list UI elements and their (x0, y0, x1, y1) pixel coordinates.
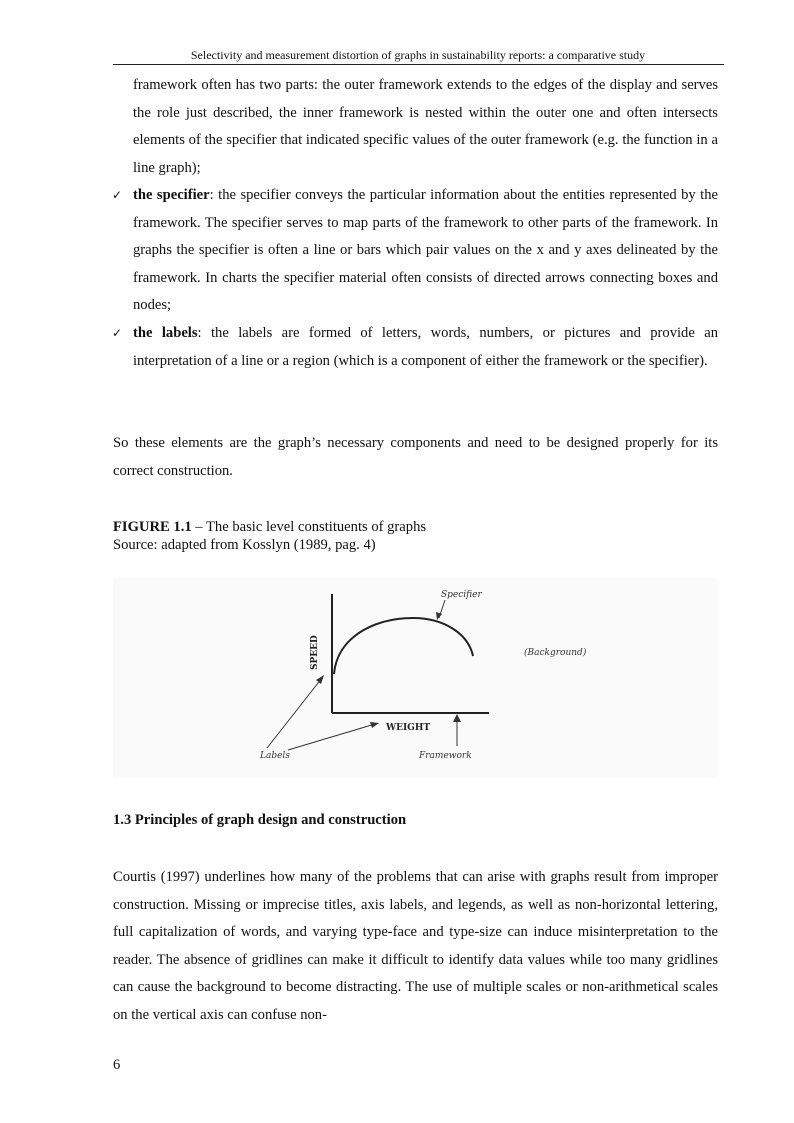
page-number: 6 (113, 1057, 121, 1073)
checkmark-icon: ✓ (112, 188, 123, 202)
figure-caption (113, 518, 426, 536)
labels-label: Labels (260, 751, 290, 761)
figure-illustration (113, 578, 718, 778)
figure-background (113, 578, 718, 778)
running-header: Selectivity and measurement distortion of graphs in sustainability reports: a comparative study (190, 48, 646, 62)
figure-graph-constituents (113, 578, 718, 778)
bullet-term: the labels (133, 325, 198, 341)
background-label: (Background) (524, 648, 587, 658)
x-axis-label: WEIGHT (386, 723, 431, 733)
section-heading: 1.3 Principles of graph design and construction (113, 812, 407, 828)
bullet-text: : the specifier conveys the particular information about the entities represented by the framework. The specifier serves to map parts of the framework to other parts of the framework. In graphs the specifier is often a line or bars which pair values on the x and y axes delineated by the framework. In charts the specifier material often consists of directed arrows connecting boxes and nodes; (133, 187, 718, 313)
bullet-text: : the labels are formed of letters, words, numbers, or pictures and provide an interpretation of a line or a region (which is a component of either the framework or the specifier). (133, 325, 719, 369)
figure-source: Source: adapted from Kosslyn (1989, pag. 4) (113, 537, 376, 553)
specifier-label: Specifier (441, 590, 482, 600)
bullet-labels (133, 320, 718, 375)
header-rule (113, 64, 724, 65)
bullet-term: the specifier (133, 187, 210, 203)
bullet-specifier (133, 182, 718, 320)
framework-continuation-paragraph: framework often has two parts: the outer framework extends to the edges of the display and serves the role just described, the inner framework is nested within the outer one and often intersects elements of the specifier that indicated specific values of the outer framework (e.g. the function in a line graph); (133, 77, 718, 176)
figure-caption-title: – The basic level constituents of graphs (191, 519, 427, 535)
checkmark-icon: ✓ (112, 326, 123, 340)
section-paragraph: Courtis (1997) underlines how many of the problems that can arise with graphs result from improper construction. Missing or imprecise titles, axis labels, and legends, as well as non-horizontal lettering, full capitalization of words, and varying type-face and type-size can induce misinterpretation to the reader. The absence of gridlines can make it difficult to identify data values while too many gridlines can cause the background to become distracting. The use of multiple scales or non-arithmetical scales on the vertical axis can confuse non- (113, 869, 718, 1023)
y-axis-label: SPEED (310, 635, 320, 670)
summary-paragraph: So these elements are the graph’s necessary components and need to be designed properly for its correct construction. (113, 435, 718, 479)
figure-caption-label: FIGURE 1.1 (113, 519, 192, 535)
framework-label: Framework (419, 751, 472, 761)
